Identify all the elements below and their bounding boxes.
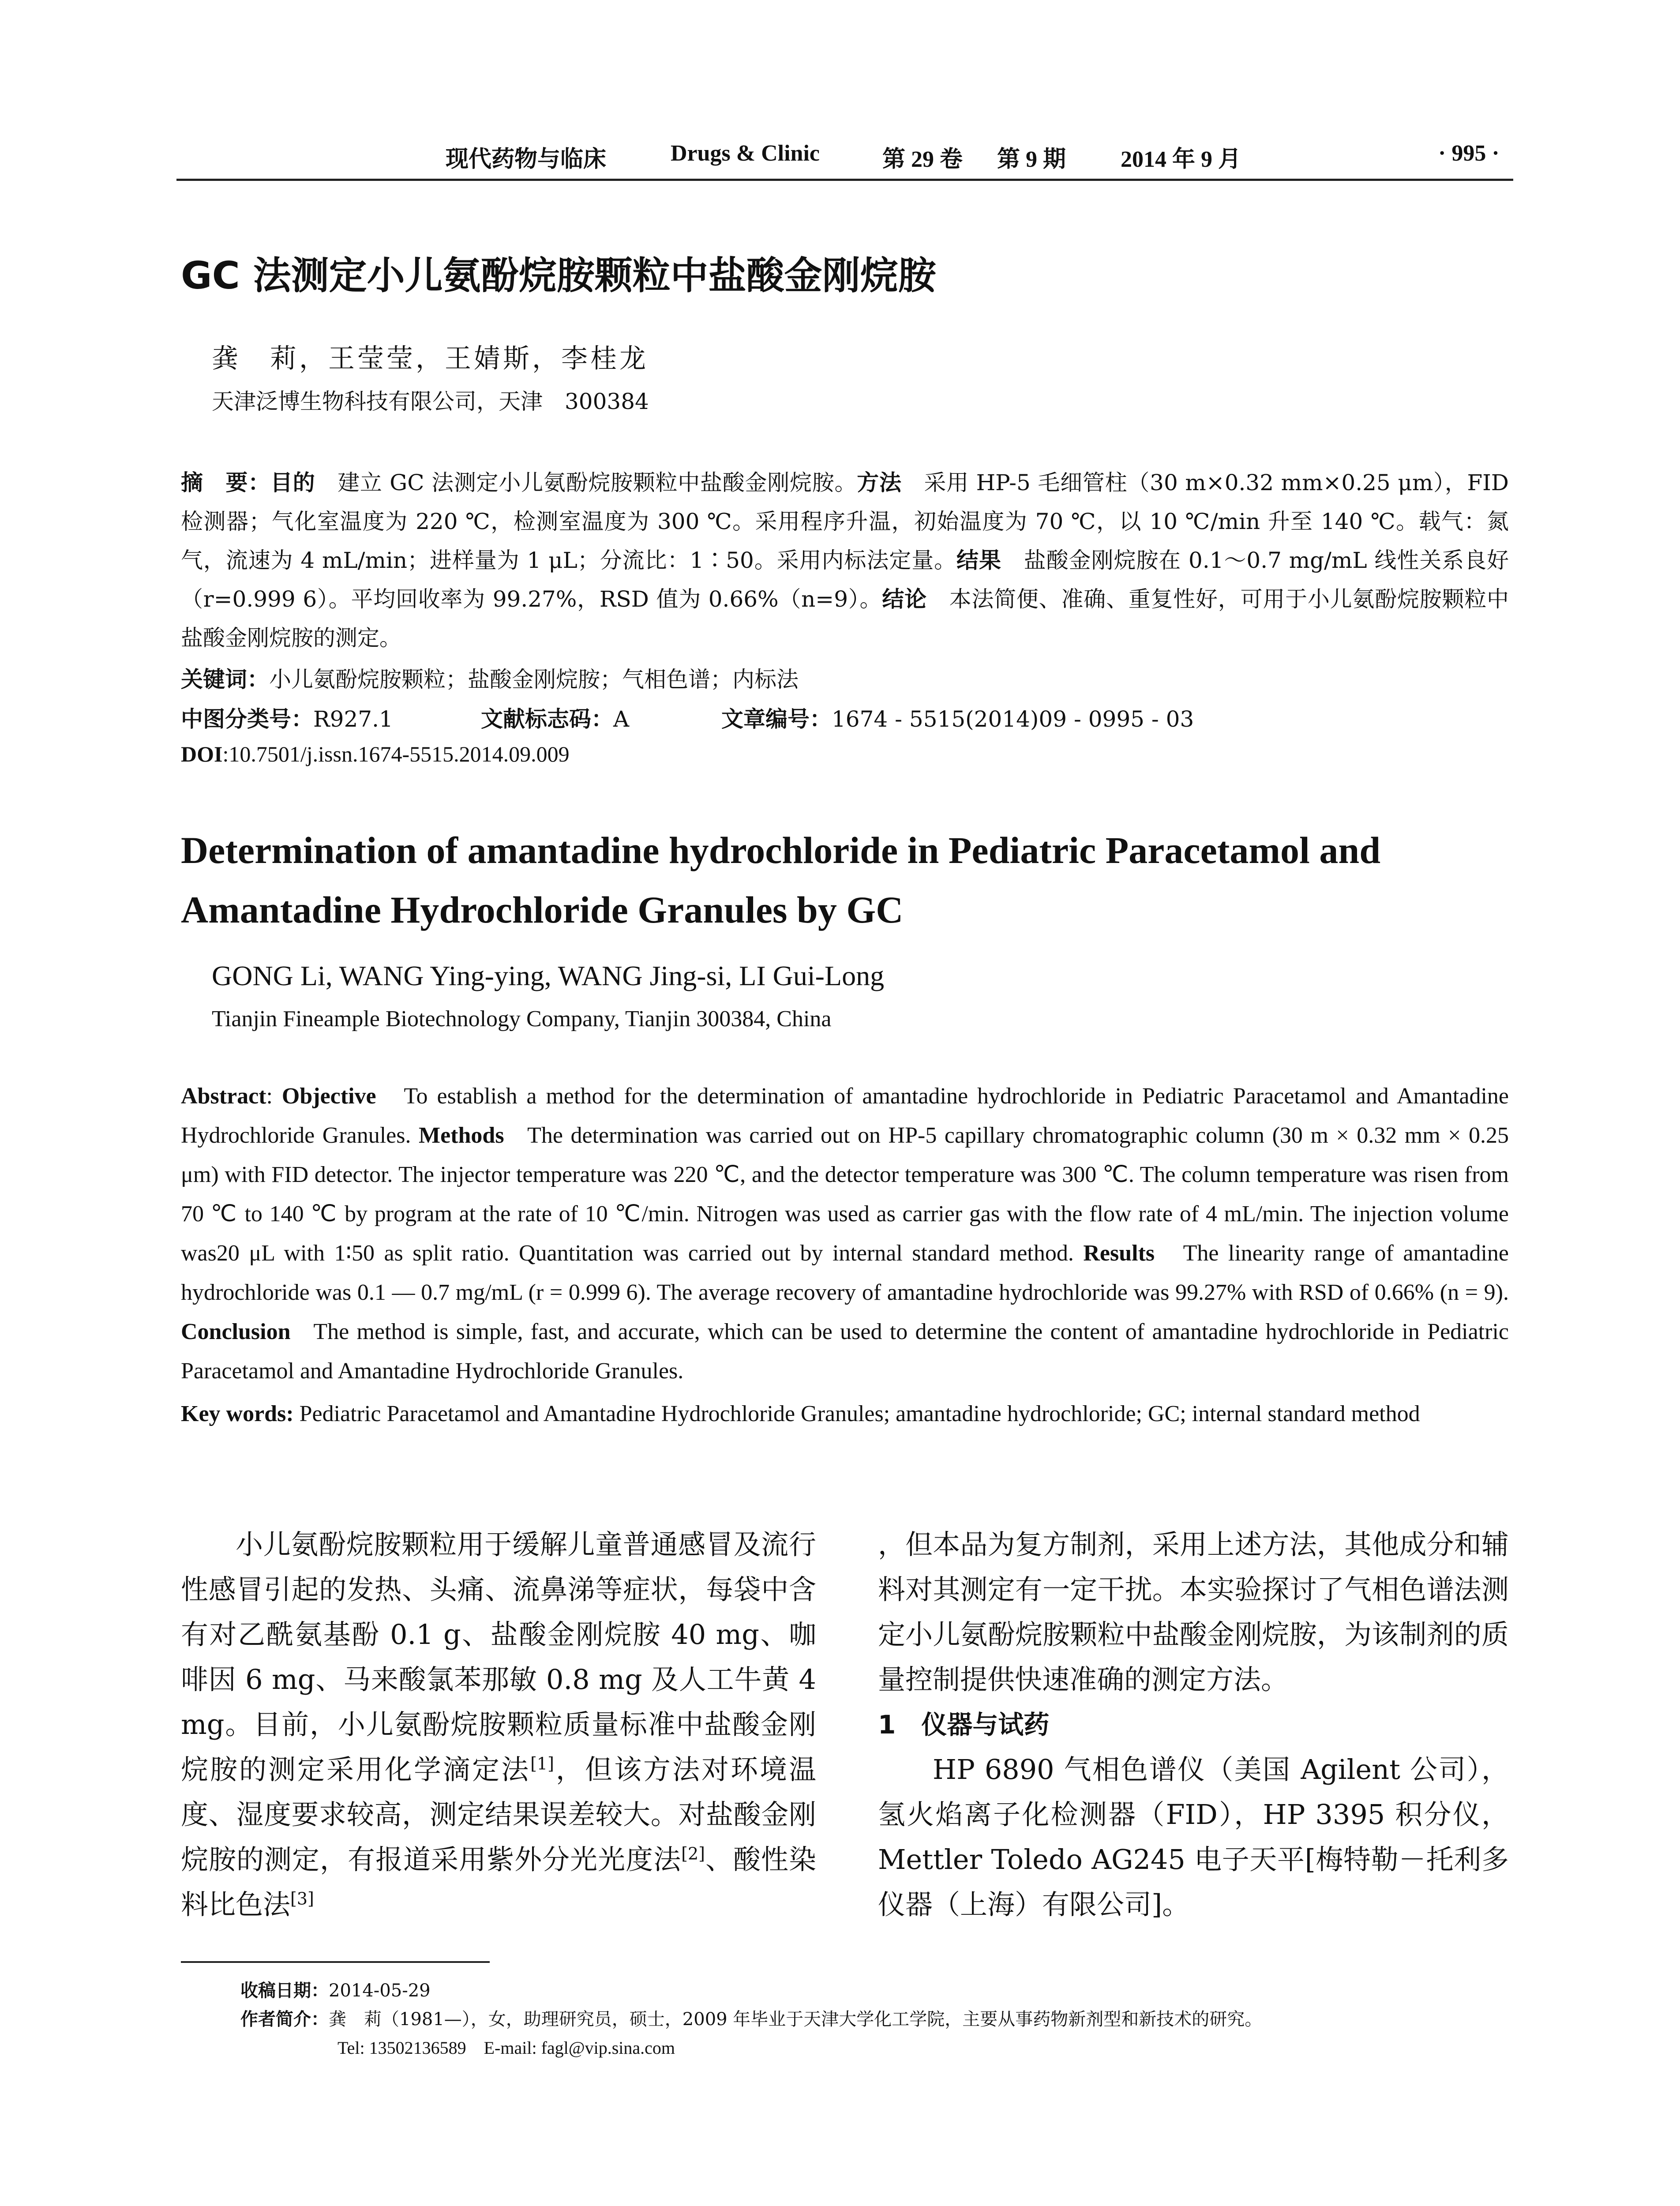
conclusion-cn: 本法简便、准确、重复性好，可用于小儿氨酚烷胺颗粒中盐酸金刚烷胺的测定。 bbox=[181, 586, 1509, 651]
classification-line bbox=[181, 702, 393, 733]
doi-line bbox=[181, 741, 570, 767]
article-no-value: 1674 - 5515(2014)09 - 0995 - 03 bbox=[832, 706, 1194, 732]
conclusion-en: The method is simple, fast, and accurate, which can be used to determine the content of amantadine hydrochloride in Pediatric Paracetamol and Amantadine Hydrochloride Granules. bbox=[181, 1319, 1509, 1384]
doc-code-value: A bbox=[613, 706, 630, 732]
page-number: · 995 · bbox=[1438, 141, 1500, 166]
methods-cn: 采用 HP-5 毛细管柱（30 m×0.32 mm×0.25 μm），FID 检测器；气化室温度为 220 ℃，检测室温度为 300 ℃。采用程序升温，初始温度为 70 ℃，以 10 ℃/min 升至 140 ℃。载气：氮气，流速为 4 mL/min；进样量为 1 μL；分流比：1∶50。采用内标法定量。 bbox=[181, 470, 1509, 573]
abstract-label-cn: 摘 要： bbox=[181, 470, 270, 495]
issue-date: 2014 年 9 月 bbox=[1121, 147, 1241, 172]
keywords-label-en: Key words: bbox=[181, 1401, 294, 1426]
issue: 第 9 期 bbox=[997, 147, 1066, 172]
objective-label-en: Objective bbox=[281, 1084, 376, 1109]
conclusion-label-cn: 结论 bbox=[882, 586, 927, 612]
clc-label: 中图分类号： bbox=[181, 706, 313, 732]
body-column-left bbox=[181, 1522, 816, 1927]
abstract-label-en: Abstract bbox=[181, 1084, 266, 1109]
body-column-right bbox=[878, 1522, 1509, 1927]
clc-value: R927.1 bbox=[313, 706, 393, 732]
conclusion-label-en: Conclusion bbox=[181, 1319, 291, 1344]
doi-label: DOI bbox=[181, 742, 223, 766]
title-en: Determination of amantadine hydrochloride in Pediatric Paracetamol and Amantadine Hydrochloride Granules by GC bbox=[181, 829, 1381, 931]
section-heading-1: 1 仪器与试药 bbox=[878, 1710, 1050, 1740]
running-header bbox=[176, 140, 1513, 176]
intro-text-4-continued: ，但本品为复方制剂，采用上述方法，其他成分和辅料对其测定有一定干扰。本实验探讨了气相色谱法测定小儿氨酚烷胺颗粒中盐酸金刚烷胺，为该制剂的质量控制提供快速准确的测定方法。 bbox=[878, 1528, 1509, 1696]
objective-en: To establish a method for the determination of amantadine hydrochloride in Pediatric Paracetamol and Amantadine Hydrochloride Granules. bbox=[181, 1084, 1509, 1148]
results-cn: 盐酸金刚烷胺在 0.1～0.7 mg/mL 线性关系良好（r=0.999 6）。平均回收率为 99.27%，RSD 值为 0.66%（n=9）。 bbox=[181, 548, 1509, 612]
doc-code-line bbox=[481, 702, 629, 733]
journal-name-en: Drugs & Clinic bbox=[671, 141, 820, 166]
results-label-en: Results bbox=[1083, 1241, 1155, 1266]
affiliation-cn: 天津泛博生物科技有限公司，天津 300384 bbox=[212, 389, 649, 414]
received-date bbox=[240, 1977, 431, 2002]
volume: 第 29 卷 bbox=[882, 147, 963, 172]
doi-value: :10.7501/j.issn.1674-5515.2014.09.009 bbox=[222, 742, 570, 766]
objective-cn: 建立 GC 法测定小儿氨酚烷胺颗粒中盐酸金刚烷胺。 bbox=[315, 470, 857, 495]
intro-text-2: ，但该方法对环境温度、湿度要求较高，测定结果误差较大。对盐酸金刚烷胺的测定，有报道采用紫外分光光度法 bbox=[181, 1753, 816, 1876]
keywords-text-en: Pediatric Paracetamol and Amantadine Hydrochloride Granules; amantadine hydrochloride; GC; internal standard method bbox=[299, 1401, 1420, 1426]
intro-text-3: 、酸性染料比色法 bbox=[181, 1843, 816, 1921]
methods-label-cn: 方法 bbox=[857, 470, 902, 495]
received-label: 收稿日期： bbox=[240, 1981, 329, 2001]
authors-en: GONG Li, WANG Ying-ying, WANG Jing-si, LI Gui-Long bbox=[212, 960, 885, 991]
received-value: 2014-05-29 bbox=[329, 1981, 431, 2001]
doc-code-label: 文献标志码： bbox=[481, 706, 613, 732]
authors-cn: 龚 莉，王莹莹，王婧斯，李桂龙 bbox=[212, 343, 649, 374]
results-en: The linearity range of amantadine hydrochloride was 0.1 — 0.7 mg/mL (r = 0.999 6). The average recovery of amantadine hydrochloride was 99.27% with RSD of 0.66% (n = 9). bbox=[181, 1241, 1509, 1305]
methods-label-en: Methods bbox=[419, 1123, 504, 1148]
footnote-rule bbox=[181, 1961, 490, 1963]
keywords-label-cn: 关键词： bbox=[181, 667, 269, 692]
article-no-label: 文章编号： bbox=[721, 706, 832, 732]
author-contact: Tel: 13502136589 E-mail: fagl@vip.sina.com bbox=[338, 2038, 675, 2058]
title-cn: GC 法测定小儿氨酚烷胺颗粒中盐酸金刚烷胺 bbox=[181, 254, 936, 298]
author-bio-label: 作者简介： bbox=[240, 2009, 329, 2030]
citation-ref-1[interactable]: [1] bbox=[530, 1754, 554, 1774]
citation-ref-3[interactable]: [3] bbox=[290, 1889, 314, 1909]
intro-paragraph-continued bbox=[878, 1522, 1509, 1702]
header-rule bbox=[176, 179, 1513, 181]
methods-en: The determination was carried out on HP-5 capillary chromatographic column (30 m × 0.32 mm × 0.25 μm) with FID detector. The injector temperature was 220 ℃, and the detector temperature was 300 ℃. The column temperature was risen from 70 ℃ to 140 ℃ by program at the rate of 10 ℃/min. Nitrogen was used as carrier gas with the flow rate of 4 mL/min. The injection volume was20 μL with 1∶50 as split ratio. Quantitation was carried out by internal standard method. bbox=[181, 1123, 1509, 1266]
author-bio bbox=[240, 2005, 1262, 2030]
objective-label-cn: 目的 bbox=[270, 470, 315, 495]
results-label-cn: 结果 bbox=[956, 548, 1001, 573]
section-1-paragraph: HP 6890 气相色谱仪（美国 Agilent 公司），氢火焰离子化检测器（FID），HP 3395 积分仪，Mettler Toledo AG245 电子天平[梅特勒－托利多仪器（上海）有限公司]。 bbox=[878, 1753, 1509, 1921]
affiliation-en: Tianjin Fineample Biotechnology Company, Tianjin 300384, China bbox=[212, 1006, 832, 1032]
intro-text-1: 小儿氨酚烷胺颗粒用于缓解儿童普通感冒及流行性感冒引起的发热、头痛、流鼻涕等症状，每袋中含有对乙酰氨基酚 0.1 g、盐酸金刚烷胺 40 mg、咖啡因 6 mg、马来酸氯苯那敏 0.8 mg 及人工牛黄 4 mg。目前，小儿氨酚烷胺颗粒质量标准中盐酸金刚烷胺的测定采用化学滴定法 bbox=[181, 1528, 816, 1786]
keywords-text-cn: 小儿氨酚烷胺颗粒；盐酸金刚烷胺；气相色谱；内标法 bbox=[269, 667, 799, 692]
keywords-en bbox=[181, 1394, 1509, 1433]
abstract-cn bbox=[181, 463, 1509, 657]
article-no-line bbox=[721, 702, 1194, 733]
abstract-en: Abstract: Objective To establish a method for the determination of amantadine hydrochloride in Pediatric Paracetamol and Amantadine Hydrochloride Granules. Methods The determination was carried out on HP-5 capillary chromatographic column (30 m × 0.32 mm × 0.25 μm) with FID detector. The injector temperature was 220 ℃, and the detector temperature was 300 ℃. The column temperature was risen from 70 ℃ to 140 ℃ by program at the rate of 10 ℃/min. Nitrogen was used as carrier gas with the flow rate of 4 mL/min. The injection volume was20 μL with 1∶50 as split ratio. Quantitation was carried out by internal standard method. Results The linearity range of amantadine hydrochloride was 0.1 — 0.7 mg/mL (r = 0.999 6). The average recovery of amantadine hydrochloride was 99.27% with RSD of 0.66% (n = 9). Conclusion The method is simple, fast, and accurate, which can be used to determine the content of amantadine hydrochloride in Pediatric Paracetamol and Amantadine Hydrochloride Granules. bbox=[181, 1084, 1509, 1384]
citation-ref-2[interactable]: [2] bbox=[681, 1844, 705, 1864]
author-bio-text: 龚 莉（1981—），女，助理研究员，硕士，2009 年毕业于天津大学化工学院，主要从事药物新剂型和新技术的研究。 bbox=[329, 2009, 1263, 2030]
keywords-cn bbox=[181, 662, 799, 694]
journal-name-cn: 现代药物与临床 bbox=[446, 146, 607, 173]
intro-paragraph bbox=[181, 1522, 816, 1927]
